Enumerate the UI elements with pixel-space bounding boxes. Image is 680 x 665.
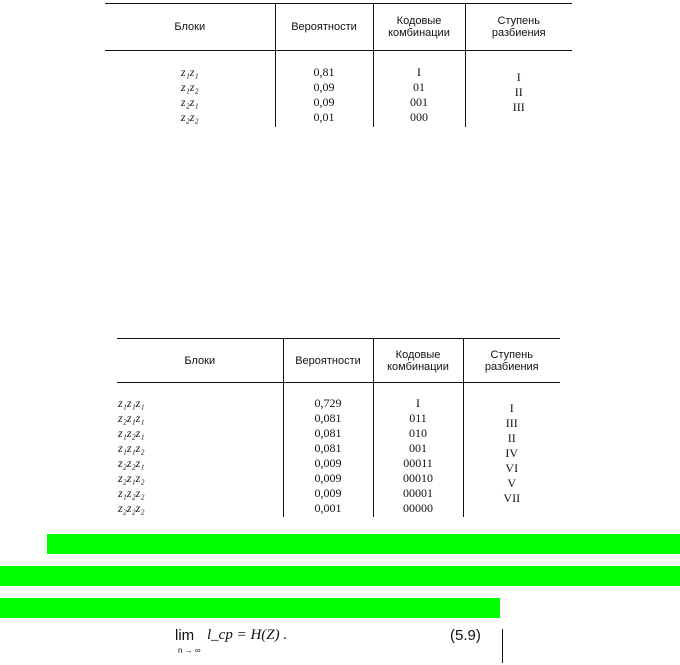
table-cell: 010: [409, 426, 427, 440]
table-cell: VI: [505, 461, 519, 475]
table-cell: 00011: [403, 456, 433, 470]
table-cell: 0,09: [313, 95, 335, 109]
table-cell: 0,01: [313, 110, 335, 124]
highlight-bar: [47, 534, 680, 554]
codes-column: [375, 396, 462, 516]
table-cell: 0,081: [314, 411, 342, 425]
header-probabilities: Вероятности: [275, 4, 373, 51]
table-cell: 00000: [403, 501, 433, 515]
table-cell: 0,001: [314, 501, 342, 515]
table-cell: 0,009: [314, 456, 342, 470]
table-cell: 0,09: [313, 80, 335, 94]
header-probabilities: Вероятности: [283, 339, 373, 383]
table-cell: z₂z₂: [180, 110, 199, 124]
table-1: [105, 3, 572, 127]
equation-number: (5.9): [450, 627, 481, 644]
table-cell: 0,081: [314, 441, 342, 455]
table-cell: z₂z₂z₂: [118, 501, 145, 515]
formula-expression: l_ср = H(Z) .: [207, 627, 288, 643]
probabilities-column: [277, 65, 372, 125]
table-cell: I: [509, 401, 514, 415]
table-cell: 0,81: [313, 65, 335, 79]
table-cell: II: [514, 85, 523, 99]
table-cell: 0,009: [314, 471, 342, 485]
table-cell: 011: [409, 411, 427, 425]
stages-column: [465, 401, 560, 506]
formula-lim: lim: [175, 627, 195, 644]
table-cell: z₁z₂z₁: [118, 426, 145, 440]
table-cell: z₁z₁: [180, 65, 199, 79]
table-cell: III: [512, 100, 525, 114]
header-blocks: Блоки: [105, 4, 275, 51]
header-blocks: Блоки: [117, 339, 283, 383]
table-cell: z₂z₁: [180, 95, 199, 109]
table-cell: z₁z₁z₁: [118, 396, 145, 410]
formula: [175, 625, 505, 661]
table-cell: I: [416, 396, 420, 410]
table-cell: II: [507, 431, 516, 445]
blocks-column: [118, 396, 282, 516]
table-cell: 00010: [403, 471, 433, 485]
highlight-bar: [0, 598, 500, 618]
table-cell: z₂z₁z₂: [118, 471, 145, 485]
table-cell: 0,081: [314, 426, 342, 440]
table-cell: 000: [410, 110, 428, 124]
table-cell: z₂z₁z₁: [118, 411, 145, 425]
table-cell: I: [516, 70, 521, 84]
table-cell: 01: [413, 80, 425, 94]
table-cell: V: [507, 476, 517, 490]
table-cell: z₂z₂z₁: [118, 456, 145, 470]
header-codes: Кодовые комбинации: [373, 4, 465, 51]
table-cell: III: [505, 416, 518, 430]
table-cell: VII: [503, 491, 521, 505]
table-cell: 0,729: [314, 396, 342, 410]
header-stages: Ступень разбиения: [465, 4, 572, 51]
table-cell: 0,009: [314, 486, 342, 500]
table-cell: z₁z₁z₂: [118, 441, 145, 455]
table-cell: I: [417, 65, 421, 79]
table-cell: 001: [409, 441, 427, 455]
margin-line: [502, 629, 503, 663]
table-2: [117, 338, 560, 517]
header-codes: Кодовые комбинации: [373, 339, 463, 383]
table-cell: z₁z₂: [180, 80, 199, 94]
probabilities-column: [285, 396, 372, 516]
formula-lim-subscript: n → ∞: [178, 646, 201, 655]
table-cell: 00001: [403, 486, 433, 500]
blocks-column: [106, 65, 274, 125]
stages-column: [467, 70, 572, 115]
highlight-bar: [0, 566, 680, 586]
table-cell: IV: [505, 446, 519, 460]
header-stages: Ступень разбиения: [463, 339, 560, 383]
table-cell: z₁z₂z₂: [118, 486, 145, 500]
table-cell: 001: [410, 95, 428, 109]
codes-column: [375, 65, 464, 125]
